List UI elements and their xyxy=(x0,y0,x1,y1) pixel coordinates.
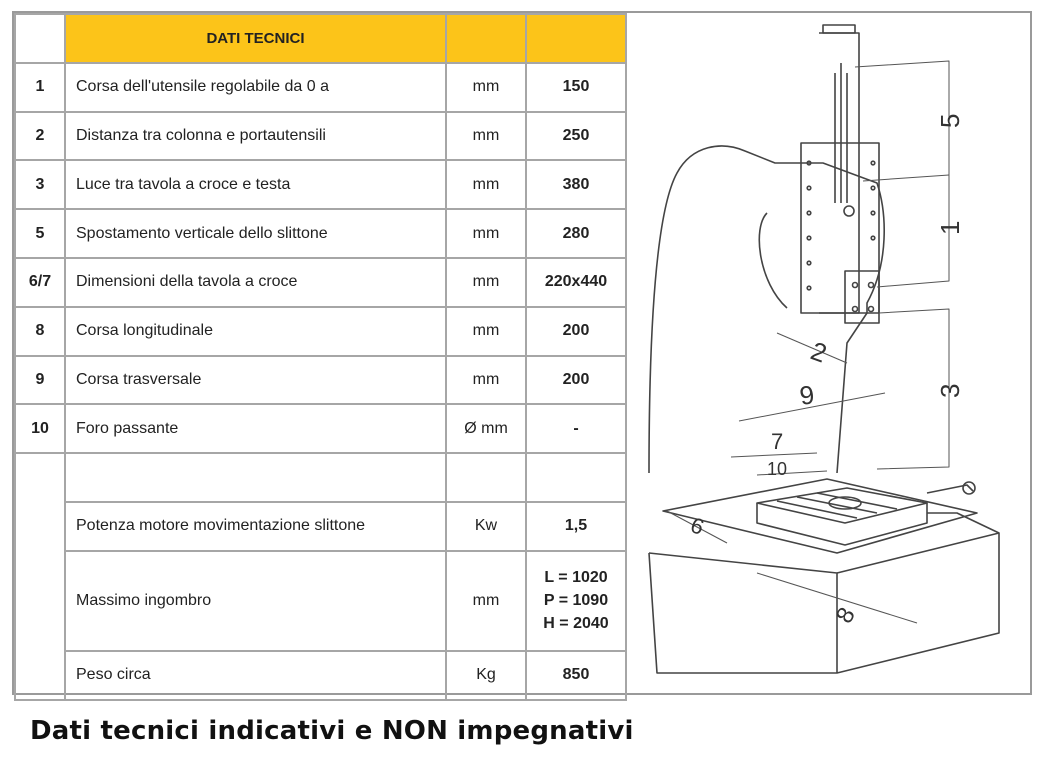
ram-cap xyxy=(823,25,855,33)
row-number: 10 xyxy=(15,404,65,453)
row-description: Potenza motore movimentazione slittone xyxy=(65,502,446,551)
hole xyxy=(871,161,875,165)
hole xyxy=(871,211,875,215)
row-unit: mm xyxy=(446,356,526,405)
table-row xyxy=(15,502,626,551)
label-8: 8 xyxy=(830,602,861,628)
row-value: 150 xyxy=(526,63,626,112)
bolt xyxy=(853,307,858,312)
row-unit: Ø mm xyxy=(446,404,526,453)
row-unit: mm xyxy=(446,63,526,112)
row-number: 9 xyxy=(15,356,65,405)
table-row xyxy=(15,404,626,453)
handwheel xyxy=(844,206,854,216)
label-3: 3 xyxy=(935,383,965,398)
row-value: 250 xyxy=(526,112,626,161)
label-10: 10 xyxy=(767,459,788,479)
row-number: 6/7 xyxy=(15,258,65,307)
row-value: 200 xyxy=(526,307,626,356)
row-value-multi xyxy=(526,551,626,651)
machine-drawing xyxy=(627,13,1030,693)
dimension-height: H = 2040 xyxy=(543,615,609,633)
dimension-length: L = 1020 xyxy=(544,569,608,587)
row-description: Peso circa xyxy=(65,651,446,700)
table-row xyxy=(15,307,626,356)
hole xyxy=(871,186,875,190)
base-top-edge xyxy=(837,533,999,573)
label-1: 1 xyxy=(935,220,965,235)
table-row xyxy=(15,160,626,209)
hole xyxy=(807,261,811,265)
row-number: 3 xyxy=(15,160,65,209)
row-description: Foro passante xyxy=(65,404,446,453)
row-unit: mm xyxy=(446,160,526,209)
row-description: Corsa dell'utensile regolabile da 0 a xyxy=(65,63,446,112)
table-row xyxy=(15,258,626,307)
bolt xyxy=(869,283,874,288)
table-row xyxy=(15,551,626,651)
disclaimer-text: Dati tecnici indicativi e NON impegnativi xyxy=(30,716,634,746)
row-value: - xyxy=(526,404,626,453)
row-description: Massimo ingombro xyxy=(65,551,446,651)
column-curve xyxy=(759,213,787,308)
row-value: 280 xyxy=(526,209,626,258)
header-unit-cell xyxy=(446,14,526,63)
row-description-blank xyxy=(65,453,446,502)
table-row xyxy=(15,356,626,405)
bolt xyxy=(853,283,858,288)
hole xyxy=(807,186,811,190)
table-plate xyxy=(663,479,977,553)
table-row-blank xyxy=(15,453,626,502)
table-row xyxy=(15,651,626,700)
dim-line-1 xyxy=(863,175,949,181)
hole xyxy=(807,236,811,240)
dim-lines-5-1 xyxy=(855,61,949,287)
row-unit: Kw xyxy=(446,502,526,551)
hole xyxy=(871,236,875,240)
label-6: 6 xyxy=(687,512,708,540)
hole xyxy=(807,286,811,290)
row-description: Corsa longitudinale xyxy=(65,307,446,356)
row-description: Corsa trasversale xyxy=(65,356,446,405)
row-unit-blank xyxy=(446,453,526,502)
hole xyxy=(807,211,811,215)
row-unit: mm xyxy=(446,258,526,307)
row-value-blank xyxy=(526,453,626,502)
bolt xyxy=(869,307,874,312)
row-number: 1 xyxy=(15,63,65,112)
slotting-machine-diagram xyxy=(627,13,1030,693)
row-value: 200 xyxy=(526,356,626,405)
row-unit: mm xyxy=(446,209,526,258)
row-description: Spostamento verticale dello slittone xyxy=(65,209,446,258)
table-header-row xyxy=(15,14,626,63)
tool-holder xyxy=(845,271,879,323)
merged-number-cell xyxy=(15,453,65,699)
machine-base xyxy=(649,513,999,673)
row-description: Luce tra tavola a croce e testa xyxy=(65,160,446,209)
row-description: Distanza tra colonna e portautensili xyxy=(65,112,446,161)
row-number: 2 xyxy=(15,112,65,161)
label-9: 9 xyxy=(797,379,817,411)
row-value: 220x440 xyxy=(526,258,626,307)
base-edge xyxy=(649,553,837,673)
row-unit: Kg xyxy=(446,651,526,700)
header-value-cell xyxy=(526,14,626,63)
row-value: 850 xyxy=(526,651,626,700)
dimension-depth: P = 1090 xyxy=(543,592,609,610)
table-row xyxy=(15,112,626,161)
spec-table xyxy=(14,13,627,701)
label-7: 7 xyxy=(771,429,784,454)
table-title: DATI TECNICI xyxy=(65,14,446,63)
label-2: 2 xyxy=(806,335,831,369)
row-unit: mm xyxy=(446,307,526,356)
header-empty-cell xyxy=(15,14,65,63)
row-description: Dimensioni della tavola a croce xyxy=(65,258,446,307)
row-unit: mm xyxy=(446,551,526,651)
feed-screw xyxy=(927,485,973,493)
row-value: 1,5 xyxy=(526,502,626,551)
table-row xyxy=(15,209,626,258)
label-5: 5 xyxy=(935,113,965,128)
row-number: 5 xyxy=(15,209,65,258)
row-number: 8 xyxy=(15,307,65,356)
table-row xyxy=(15,63,626,112)
column-body xyxy=(649,146,884,473)
row-unit: mm xyxy=(446,112,526,161)
row-value: 380 xyxy=(526,160,626,209)
